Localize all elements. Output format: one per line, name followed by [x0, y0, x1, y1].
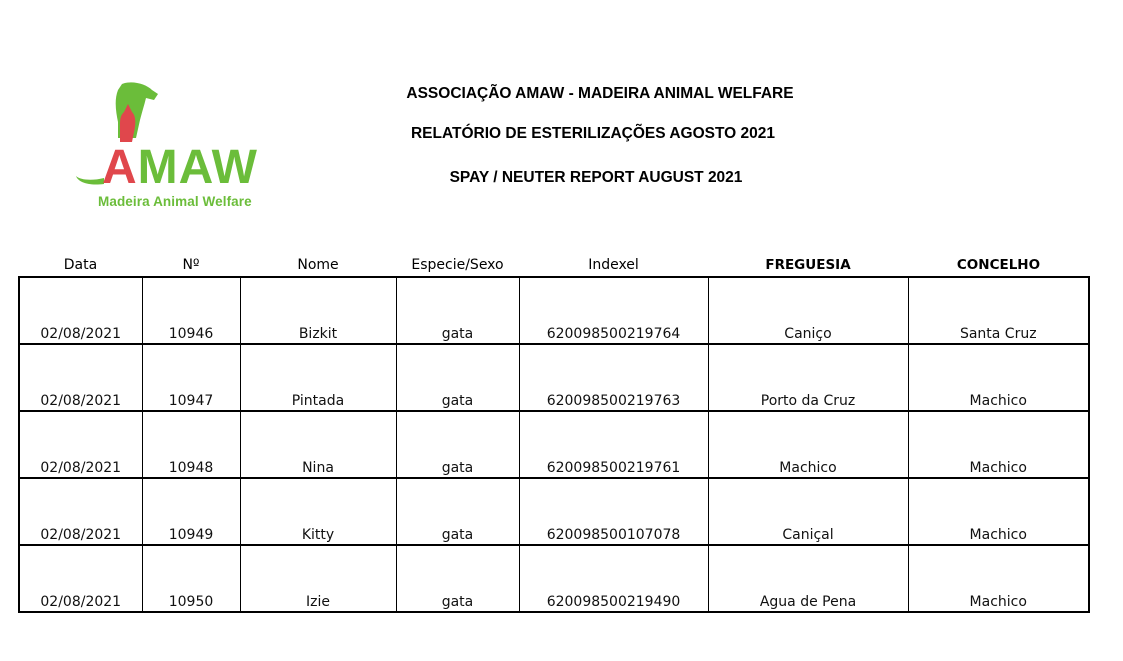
- cell-concelho: Santa Cruz: [908, 277, 1089, 344]
- column-header-concelho: CONCELHO: [908, 253, 1089, 277]
- cell-date: 02/08/2021: [19, 545, 142, 612]
- cell-number: 10947: [142, 344, 240, 411]
- table-row: [19, 277, 1089, 344]
- cell-date: 02/08/2021: [19, 478, 142, 545]
- cell-name: Izie: [240, 545, 396, 612]
- cell-concelho: Machico: [908, 478, 1089, 545]
- table-row: [19, 411, 1089, 478]
- column-header-indexel: Indexel: [519, 253, 708, 277]
- logo-letter: M: [137, 141, 179, 194]
- cell-freguesia: Agua de Pena: [708, 545, 908, 612]
- cell-species-sex: gata: [396, 344, 519, 411]
- table-row: [19, 344, 1089, 411]
- logo-letter: A: [102, 141, 138, 194]
- table-row: [19, 478, 1089, 545]
- cell-name: Kitty: [240, 478, 396, 545]
- logo-wordmark: [102, 141, 258, 194]
- cell-date: 02/08/2021: [19, 411, 142, 478]
- cell-freguesia: Caniço: [708, 277, 908, 344]
- cell-freguesia: Machico: [708, 411, 908, 478]
- cell-freguesia: Caniçal: [708, 478, 908, 545]
- table-row: [19, 545, 1089, 612]
- cell-date: 02/08/2021: [19, 344, 142, 411]
- column-header-species-sex: Especie/Sexo: [396, 253, 519, 277]
- cell-name: Bizkit: [240, 277, 396, 344]
- cell-indexel: 620098500107078: [519, 478, 708, 545]
- logo-letter-a: [102, 141, 258, 194]
- cell-indexel: 620098500219490: [519, 545, 708, 612]
- table-header-row: [19, 253, 1089, 277]
- cell-concelho: Machico: [908, 344, 1089, 411]
- column-header-freguesia: FREGUESIA: [708, 253, 908, 277]
- cell-date: 02/08/2021: [19, 277, 142, 344]
- report-title-en: SPAY / NEUTER REPORT AUGUST 2021: [449, 169, 743, 186]
- cell-name: Nina: [240, 411, 396, 478]
- cell-name: Pintada: [240, 344, 396, 411]
- cell-indexel: 620098500219763: [519, 344, 708, 411]
- cell-concelho: Machico: [908, 411, 1089, 478]
- cell-species-sex: gata: [396, 411, 519, 478]
- cell-indexel: 620098500219761: [519, 411, 708, 478]
- report-title-pt: RELATÓRIO DE ESTERILIZAÇÕES AGOSTO 2021: [410, 125, 776, 142]
- column-header-name: Nome: [240, 253, 396, 277]
- cell-species-sex: gata: [396, 545, 519, 612]
- amaw-logo: [74, 82, 256, 212]
- column-header-number: Nº: [142, 253, 240, 277]
- cell-species-sex: gata: [396, 478, 519, 545]
- cell-number: 10948: [142, 411, 240, 478]
- sterilization-table: [18, 253, 1090, 613]
- cell-number: 10950: [142, 545, 240, 612]
- cell-species-sex: gata: [396, 277, 519, 344]
- cell-number: 10946: [142, 277, 240, 344]
- cell-number: 10949: [142, 478, 240, 545]
- column-header-data: Data: [19, 253, 142, 277]
- cell-freguesia: Porto da Cruz: [708, 344, 908, 411]
- cell-indexel: 620098500219764: [519, 277, 708, 344]
- report-title-org: ASSOCIAÇÃO AMAW - MADEIRA ANIMAL WELFARE: [406, 85, 794, 102]
- logo-letter: A: [178, 141, 212, 194]
- logo-subtitle: Madeira Animal Welfare: [98, 194, 252, 209]
- logo-letter: W: [211, 141, 258, 194]
- cell-concelho: Machico: [908, 545, 1089, 612]
